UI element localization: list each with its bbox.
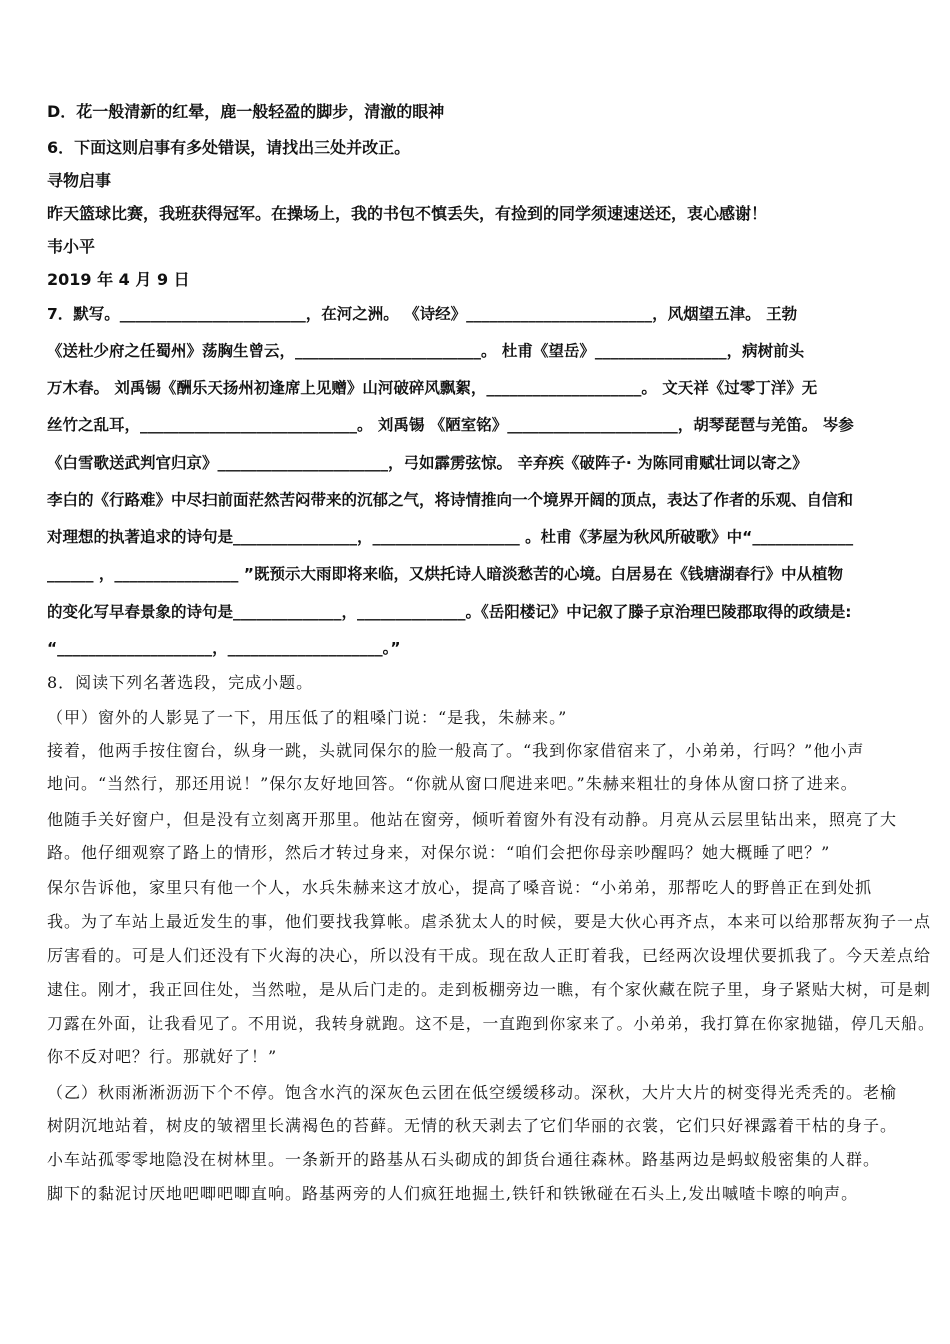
passage-a-line: 路。他仔细观察了路上的情形，然后才转过身来，对保尔说：“咱们会把你母亲吵醒吗？她大概睡了吧？” [47, 843, 831, 862]
notice-date: 2019 年 4 月 9 日 [47, 270, 190, 289]
passage-a-line: 保尔告诉他，家里只有他一个人，水兵朱赫来这才放心，提高了嗓音说：“小弟弟，那帮吃人的野兽正在到处抓 [47, 878, 873, 897]
notice-signature: 韦小平 [47, 237, 96, 256]
notice-body: 昨天篮球比赛，我班获得冠军。在操场上，我的书包不慎丢失，有捡到的同学须速速送还，衷心感谢！ [47, 204, 768, 223]
question-7-line: 李白的《行路难》中尽扫前面茫然苦闷带来的沉郁之气，将诗情推向一个境界开阔的顶点，表达了作者的乐观、自信和 [47, 491, 854, 509]
passage-b-line: （乙）秋雨淅淅沥沥下个不停。饱含水汽的深灰色云团在低空缓缓移动。深秋，大片大片的树变得光秃秃的。老榆 [47, 1083, 898, 1102]
question-7-line: 对理想的执著追求的诗句是________________，___________________ 。杜甫《茅屋为秋风所破歌》中“_____________ [47, 528, 854, 546]
question-6: 6．下面这则启事有多处错误，请找出三处并改正。 [47, 138, 411, 157]
passage-a-line: 地问。“当然行，那还用说！”保尔友好地回答。“你就从窗口爬进来吧。”朱赫来粗壮的身体从窗口挤了进来。 [47, 774, 858, 793]
question-7-line: 万木春。 刘禹锡《酬乐天扬州初逢席上见赠》山河破碎风飘絮，____________________。 文天祥《过零丁洋》无 [47, 379, 818, 397]
question-8: 8．阅读下列名著选段，完成小题。 [47, 673, 314, 692]
question-7-line: ______ ，________________ ”既预示大雨即将来临，又烘托诗人暗淡愁苦的心境。白居易在《钱塘湖春行》中从植物 [47, 565, 843, 583]
question-7-line: 丝竹之乱耳，____________________________。 刘禹锡 《陋室铭》______________________，胡琴琵琶与羌笛。 岑参 [47, 416, 854, 434]
passage-a-line: 他随手关好窗户，但是没有立刻离开那里。他站在窗旁，倾听着窗外有没有动静。月亮从云层里钻出来，照亮了大 [47, 810, 898, 829]
question-7-line: 的变化写早春景象的诗句是______________，______________。《岳阳楼记》中记叙了滕子京治理巴陵郡取得的政绩是: [47, 603, 852, 621]
passage-b-line: 脚下的黏泥讨厌地吧唧吧唧直响。路基两旁的人们疯狂地掘土,铁钎和铁锹碰在石头上,发出嘁喳卡嚓的响声。 [47, 1184, 859, 1203]
notice-title: 寻物启事 [47, 171, 112, 190]
question-7-line: 《白雪歌送武判官归京》______________________，弓如霹雳弦惊。 辛弃疾《破阵子· 为陈同甫赋壮词以寄之》 [47, 454, 808, 472]
passage-a-line: 刀露在外面，让我看见了。不用说，我转身就跑。这不是，一直跑到你家来了。小弟弟，我打算在你家抛锚，停几天船。 [47, 1014, 935, 1033]
passage-a-line: （甲）窗外的人影晃了一下，用压低了的粗嗓门说：“是我，朱赫来。” [47, 708, 568, 727]
question-7-line: “____________________，____________________。” [47, 639, 401, 657]
question-7-line: 7．默写。________________________，在河之洲。 《诗经》________________________，风烟望五津。 王勃 [47, 305, 798, 323]
option-d: D．花一般清新的红晕，鹿一般轻盈的脚步，清澈的眼神 [47, 102, 445, 121]
passage-a-line: 厉害看的。可是人们还没有下火海的决心，所以没有干成。现在敌人正盯着我，已经两次设埋伏要抓我了。今天差点给 [47, 946, 932, 965]
question-7-line: 《送杜少府之任蜀州》荡胸生曾云，________________________。 杜甫《望岳》_________________，病树前头 [47, 342, 805, 360]
passage-a-line: 我。为了车站上最近发生的事，他们要找我算帐。虐杀犹太人的时候，要是大伙心再齐点，本来可以给那帮灰狗子一点 [47, 912, 932, 931]
passage-a-line: 你不反对吧？行。那就好了！” [47, 1047, 278, 1066]
passage-b-line: 树阴沉地站着，树皮的皱褶里长满褐色的苔藓。无情的秋天剥去了它们华丽的衣裳，它们只好裸露着干枯的身子。 [47, 1116, 898, 1135]
passage-a-line: 接着，他两手按住窗台，纵身一跳，头就同保尔的脸一般高了。“我到你家借宿来了，小弟弟，行吗？”他小声 [47, 741, 865, 760]
passage-a-line: 逮住。刚才，我正回住处，当然啦，是从后门走的。走到板棚旁边一瞧，有个家伙藏在院子里，身子紧贴大树，可是刺 [47, 980, 932, 999]
passage-b-line: 小车站孤零零地隐没在树林里。一条新开的路基从石头砌成的卸货台通往森林。路基两边是蚂蚁般密集的人群。 [47, 1150, 881, 1169]
